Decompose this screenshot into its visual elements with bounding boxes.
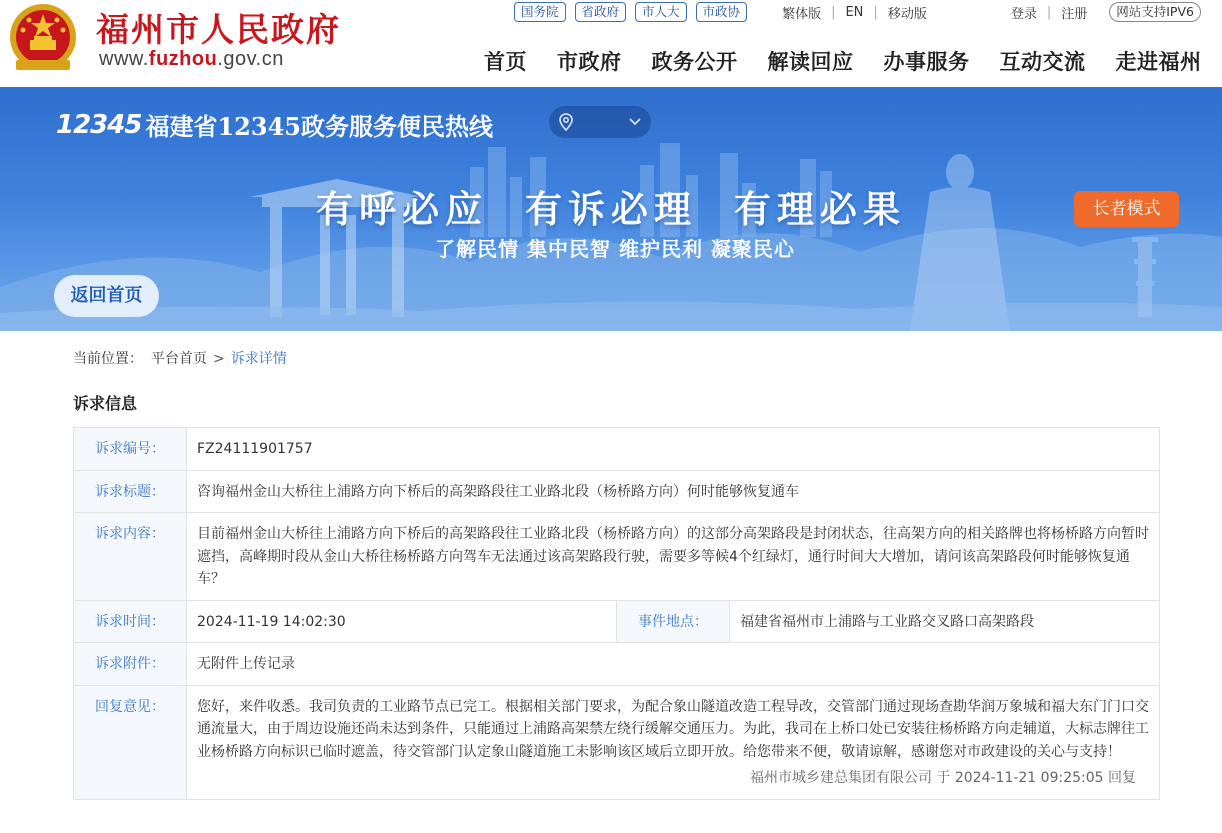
- nav-gov-affairs-open[interactable]: 政务公开: [651, 50, 738, 74]
- main-nav: [484, 46, 1222, 76]
- request-title-value: 咨询福州金山大桥往上浦路方向下桥后的高架路段往工业路北段（杨桥路方向）何时能够恢复通车: [187, 470, 1160, 513]
- site-title[interactable]: 福州市人民政府: [96, 10, 341, 49]
- section-title: 诉求信息: [73, 394, 138, 413]
- divider: |: [873, 4, 878, 20]
- pill-city-congress[interactable]: 市人大: [635, 2, 687, 22]
- hotline-brand: [56, 107, 493, 142]
- hotline-banner: [0, 87, 1222, 331]
- breadcrumb-current: 诉求详情: [230, 351, 287, 367]
- table-row: [74, 513, 1160, 601]
- hotline-logo: 12345: [56, 109, 142, 140]
- banner-subslogan: 了解民情 集中民智 维护民利 凝聚民心: [435, 237, 795, 261]
- reply-label: 回复意见：: [74, 685, 187, 799]
- breadcrumb-home[interactable]: 平台首页: [151, 351, 207, 367]
- national-emblem-icon: [8, 2, 78, 74]
- nav-city-government[interactable]: 市政府: [557, 50, 622, 74]
- request-title-label: 诉求标题：: [74, 470, 187, 513]
- event-location-value: 福建省福州市上浦路与工业路交叉路口高架路段: [730, 600, 1160, 643]
- nav-interpretation[interactable]: 解读回应: [767, 50, 854, 74]
- request-content-label: 诉求内容：: [74, 513, 187, 601]
- event-location-label: 事件地点：: [617, 600, 730, 643]
- request-time-label: 诉求时间：: [74, 600, 187, 643]
- elder-mode-button[interactable]: 长者模式: [1074, 191, 1179, 227]
- request-detail-table: [73, 427, 1160, 800]
- site-url-suffix: .gov.cn: [217, 48, 284, 70]
- register-link[interactable]: 注册: [1061, 6, 1088, 22]
- table-row: [74, 643, 1160, 686]
- site-header: [0, 0, 1222, 87]
- reply-text: 您好，来件收悉。我司负责的工业路节点已完工。根据相关部门要求，为配合象山隧道改造工程导改，交管部门通过现场查勘华润万象城和福大东门门口交通流量大，由于周边设施还尚未达到条件，只能通过上浦路高架禁左绕行缓解交通压力。为此，我司在上桥口处已安装往杨桥路方向走辅道，大标志牌往工业杨桥路方向标识已临时遮盖，待交管部门认定象山隧道施工未影响该区域后立即开放。给您带来不便，敬请谅解，感谢您对市政建设的关心与支持！: [197, 698, 1149, 760]
- region-selector[interactable]: [549, 106, 651, 138]
- english-link[interactable]: EN: [845, 4, 864, 20]
- table-row: [74, 685, 1160, 799]
- banner-slogan: 有呼必应 有诉必理 有理必果: [316, 187, 906, 231]
- request-id-value: FZ24111901757: [187, 428, 1160, 471]
- divider: |: [1046, 4, 1052, 20]
- attachment-label: 诉求附件：: [74, 643, 187, 686]
- pill-state-council[interactable]: 国务院: [514, 2, 566, 22]
- table-row: [74, 428, 1160, 471]
- location-pin-icon: [559, 113, 573, 131]
- request-content-value: 目前福州金山大桥往上浦路方向下桥后的高架路段往工业路北段（杨桥路方向）的这部分高架路段是封闭状态，往高架方向的相关路牌也将杨桥路方向暂时遮挡，高峰期时段从金山大桥往杨桥路方向驾车无法通过该高架路段行驶，需要多等候4个红绿灯，通行时间大大增加，请问该高架路段何时能够恢复通车？: [187, 513, 1160, 601]
- breadcrumb: [73, 348, 287, 368]
- reply-cell: [187, 685, 1160, 799]
- breadcrumb-prefix: 当前位置：: [73, 351, 143, 367]
- request-time-value: 2024-11-19 14:02:30: [187, 600, 617, 643]
- divider: |: [831, 4, 836, 20]
- reply-signature: 福州市城乡建总集团有限公司 于 2024-11-21 09:25:05 回复: [749, 770, 1136, 786]
- nav-services[interactable]: 办事服务: [883, 50, 970, 74]
- site-url: [99, 48, 284, 71]
- request-id-label: 诉求编号：: [74, 428, 187, 471]
- nav-interaction[interactable]: 互动交流: [999, 50, 1086, 74]
- nav-about-fuzhou[interactable]: 走进福州: [1115, 50, 1202, 74]
- breadcrumb-separator: >: [213, 351, 225, 367]
- nav-home[interactable]: 首页: [484, 50, 527, 74]
- back-home-button[interactable]: 返回首页: [54, 275, 159, 317]
- pill-provincial-gov[interactable]: 省政府: [575, 2, 627, 22]
- ipv6-badge: 网站支持IPV6: [1109, 2, 1201, 22]
- attachment-value: 无附件上传记录: [187, 643, 1160, 686]
- mobile-link[interactable]: 移动版: [887, 6, 927, 22]
- site-url-prefix: www.: [99, 48, 149, 70]
- chevron-down-icon: [629, 118, 641, 126]
- site-url-accent: fuzhou: [148, 48, 218, 70]
- pill-cppcc[interactable]: 市政协: [696, 2, 748, 22]
- table-row: [74, 470, 1160, 513]
- table-row: [74, 600, 1160, 643]
- traditional-chinese-link[interactable]: 繁体版: [782, 6, 822, 22]
- hotline-title: 福建省12345政务服务便民热线: [145, 112, 493, 141]
- top-links-bar: [514, 2, 1201, 22]
- login-link[interactable]: 登录: [1010, 6, 1037, 22]
